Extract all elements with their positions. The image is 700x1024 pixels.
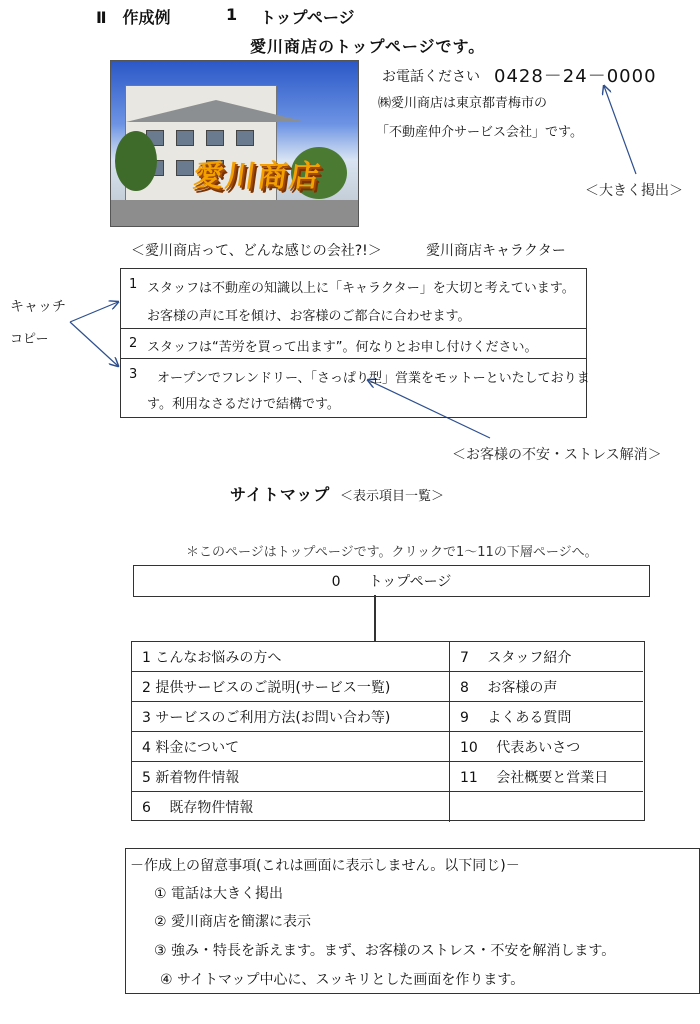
note-item-4: ④ サイトマップ中心に、スッキリとした画面を作ります。 [160, 972, 525, 988]
catchcopy-text-1b: お客様の声に耳を傾け、お客様のご都合に合わせます。 [147, 309, 471, 324]
sitemap-item-9[interactable]: 9 よくある質問 [450, 702, 643, 732]
sitemap-grid [131, 641, 645, 821]
phone-number: 0428－24－0000 [494, 66, 657, 87]
contact-line-1: ㈱愛川商店は東京都青梅市の [378, 96, 548, 111]
subtitle-right: 愛川商店キャラクター [426, 243, 566, 259]
sitemap-connector [374, 595, 376, 641]
catchcopy-text-3a: オープンでフレンドリー、「さっぱり型」営業をモットーといたしておりま [157, 371, 590, 386]
sitemap-empty-cell [450, 792, 643, 822]
sitemap-top-page[interactable] [133, 565, 650, 597]
sitemap-title: サイトマップ [230, 485, 331, 504]
sitemap-item-3[interactable]: 3 サービスのご利用方法(お問い合わ等) [132, 702, 450, 732]
sitemap-item-10[interactable]: 10 代表あいさつ [450, 732, 643, 762]
catchcopy-num-1: 1 [129, 277, 138, 292]
sitemap-item-6[interactable]: 6 既存物件情報 [132, 792, 450, 822]
sitemap-item-8[interactable]: 8 お客様の声 [450, 672, 643, 702]
annotation-resolve: ＜お客様の不安・ストレス解消＞ [452, 447, 662, 463]
page-title: 愛川商店のトップページです。 [250, 37, 486, 56]
page-number: 1 [226, 5, 238, 24]
notes-header: －作成上の留意事項(これは画面に表示しません。以下同じ)－ [130, 858, 520, 874]
sitemap-item-11[interactable]: 11 会社概要と営業日 [450, 762, 643, 792]
note-item-3: ③ 強み・特長を訴えます。まず、お客様のストレス・不安を解消します。 [154, 943, 616, 959]
sitemap-item-5[interactable]: 5 新着物件情報 [132, 762, 450, 792]
annotation-catch: キャッチ [10, 299, 66, 315]
catchcopy-row-2 [121, 329, 586, 359]
section-heading: Ⅱ 作成例 [96, 8, 171, 27]
call-label: お電話ください [382, 69, 480, 85]
catchcopy-text-1a: スタッフは不動産の知識以上に「キャラクター」を大切と考えています。 [147, 281, 575, 296]
catchcopy-num-3: 3 [129, 367, 138, 382]
sitemap-top-label: 0 トップページ [331, 574, 452, 590]
contact-line-2: 「不動産仲介サービス会社」です。 [376, 125, 583, 140]
page-name: トップページ [260, 8, 355, 27]
catchcopy-text-2: スタッフは“苦労を買って出ます”。何なりとお申し付けください。 [147, 340, 538, 355]
sitemap-item-2[interactable]: 2 提供サービスのご説明(サービス一覧) [132, 672, 450, 702]
sitemap-item-1[interactable]: 1 こんなお悩みの方へ [132, 642, 450, 672]
annotation-copy: コピー [10, 332, 49, 347]
arrow-catch-1 [70, 302, 118, 322]
shop-logo: 愛川商店 [191, 159, 324, 194]
catchcopy-box [120, 268, 590, 418]
catchcopy-text-3b: す。利用なさるだけで結構です。 [147, 397, 340, 412]
catchcopy-num-2: 2 [129, 336, 138, 351]
catchcopy-row-1 [121, 269, 586, 329]
arrow-catch-3 [70, 322, 118, 366]
sitemap-item-7[interactable]: 7 スタッフ紹介 [450, 642, 643, 672]
arrow-phone [604, 86, 636, 174]
sitemap-item-4[interactable]: 4 料金について [132, 732, 450, 762]
subtitle-left: ＜愛川商店って、どんな感じの会社?!＞ [131, 243, 382, 259]
note-item-2: ② 愛川商店を簡潔に表示 [154, 914, 312, 930]
note-item-1: ① 電話は大きく掲出 [154, 886, 284, 902]
notes-box [125, 848, 700, 994]
catchcopy-row-3 [121, 359, 590, 417]
annotation-big-display: ＜大きく掲出＞ [585, 183, 683, 199]
sitemap-subtitle: ＜表示項目一覧＞ [340, 489, 445, 504]
sitemap-note: ＊このページはトップページです。クリックで1～11の下層ページへ。 [186, 545, 598, 560]
